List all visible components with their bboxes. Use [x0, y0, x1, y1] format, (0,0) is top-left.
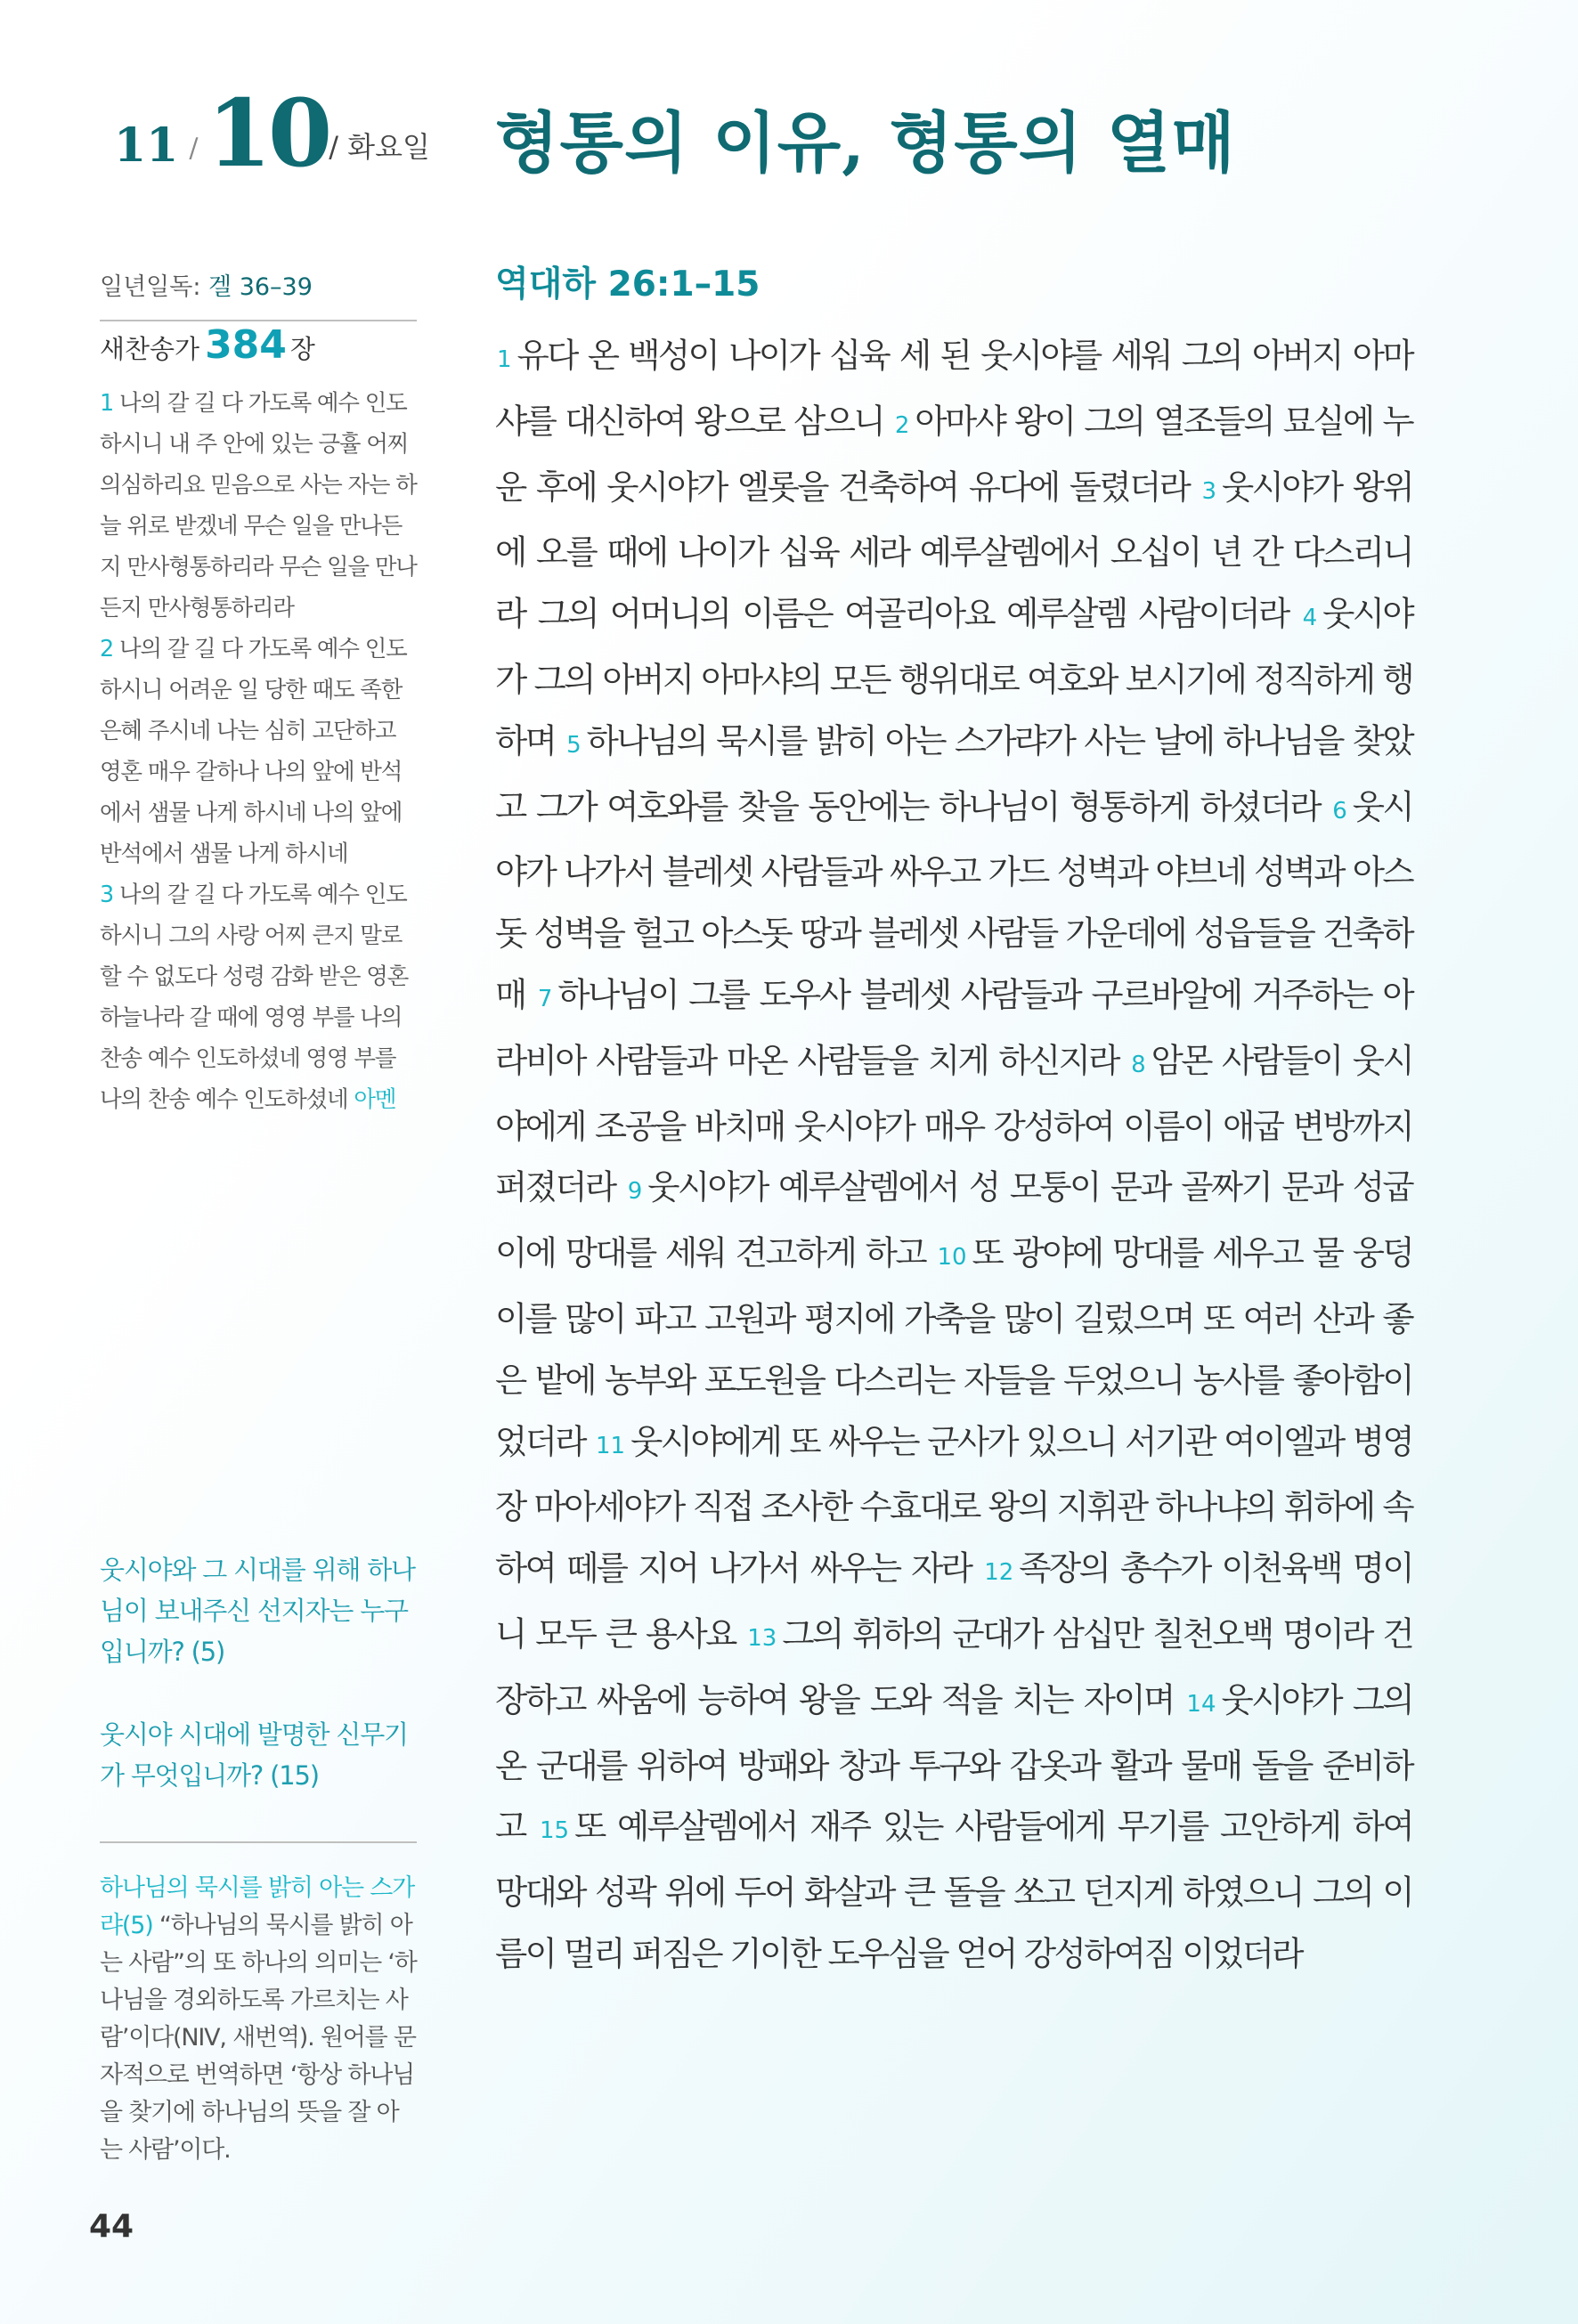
verse-text: 그의 휘하의 군대가 삼십만 칠천오백 명이라 건장하고 싸움에 능하여 왕을 도와 적을 치는 자이며	[495, 1613, 1413, 1719]
verse-text: 웃시야가 그의 아버지 아마샤의 모든 행위대로 여호와 보시기에 정직하게 행하며	[495, 594, 1413, 760]
date-day: 10	[207, 78, 329, 188]
verse-text: 하나님의 묵시를 밝히 아는 스가랴가 사는 날에 하나님을 찾았고 그가 여호와를 찾을 동안에는 하나님이 형통하게 하셨더라	[495, 720, 1412, 826]
hymn-verse-number: 2	[100, 636, 114, 662]
verse-number: 14	[1186, 1690, 1216, 1718]
hymn-verse-number: 3	[100, 882, 114, 908]
page-number: 44	[89, 2208, 134, 2245]
verse-number: 5	[566, 731, 582, 759]
hymn-amen: 아멘	[354, 1086, 396, 1113]
scripture-passage	[495, 325, 1412, 1985]
verse-text: 유다 온 백성이 나이가 십육 세 된 웃시야를 세워 그의 아버지 아마샤를 대신하여 왕으로 삼으니	[495, 336, 1412, 441]
verse-text: 웃시야에게 또 싸우는 군사가 있으니 서기관 여이엘과 병영장 마아세야가 직접 조사한 수효대로 왕의 지휘관 하나냐의 휘하에 속하여 떼를 지어 나가서 싸우는 자라	[495, 1421, 1412, 1589]
verse-number: 6	[1332, 797, 1347, 825]
hymn-verse-text: 나의 갈 길 다 가도록 예수 인도하시니 그의 사랑 어찌 큰지 말로 할 수 없도다 성령 감화 받은 영혼 하늘나라 갈 때에 영영 부를 나의 찬송 예수 인도하셨네 영영 부를 나의 찬송 예수 인도하셨네	[100, 882, 409, 1113]
verse-number: 4	[1302, 605, 1318, 632]
annual-reading-ref: 겔 36–39	[208, 273, 313, 301]
verse-number: 9	[627, 1178, 643, 1206]
hymn-label: 새찬송가	[100, 334, 200, 364]
verse-text: 족장의 총수가 이천육백 명이니 모두 큰 용사요	[495, 1548, 1412, 1654]
hymn-verse-number: 1	[100, 390, 114, 417]
date-weekday: / 화요일	[329, 130, 430, 164]
study-note-text: “하나님의 묵시를 밝히 아는 사람”의 또 하나의 의미는 ‘하나님을 경외하도록 가르치는 사람’이다(NIV, 새번역). 원어를 문자적으로 번역하면 ‘항상 하나님을 찾기에 하나님의 뜻을 잘 아는 사람’이다.	[100, 1912, 417, 2164]
sidebar-divider	[100, 1841, 417, 1843]
verse-number: 10	[937, 1244, 967, 1272]
verse-text: 웃시야가 나가서 블레셋 사람들과 싸우고 가드 성벽과 야브네 성벽과 아스돗 성벽을 헐고 아스돗 땅과 블레셋 사람들 가운데에 성읍들을 건축하매	[495, 786, 1412, 1014]
hymn-lyrics	[100, 383, 420, 1120]
verse-number: 7	[537, 985, 553, 1012]
verse-number: 13	[747, 1624, 777, 1652]
verse-text: 암몬 사람들이 웃시야에게 조공을 바치매 웃시야가 매우 강성하여 이름이 애굽 변방까지 퍼졌더라	[495, 1040, 1412, 1207]
verse-text: 웃시야가 예루살렘에서 성 모퉁이 문과 골짜기 문과 성굽이에 망대를 세워 견고하게 하고	[495, 1167, 1412, 1273]
verse-number: 1	[497, 346, 512, 373]
verse-number: 11	[596, 1432, 626, 1459]
verse-number: 3	[1201, 477, 1217, 505]
verse-number: 12	[984, 1559, 1014, 1587]
date-header	[114, 78, 430, 188]
hymn-verse-text: 나의 갈 길 다 가도록 예수 인도하시니 어려운 일 당한 때도 족한 은혜 주시네 나는 심히 고단하고 영혼 매우 갈하나 나의 앞에 반석에서 샘물 나게 하시네 나의 앞에 반석에서 샘물 나게 하시네	[100, 636, 407, 867]
verse-number: 8	[1131, 1051, 1146, 1078]
hymn-number: 384	[205, 322, 287, 368]
question-1: 웃시야와 그 시대를 위해 하나님이 보내주신 선지자는 누구입니까? (5)	[100, 1555, 415, 1667]
date-separator: /	[189, 133, 199, 164]
hymn-header	[100, 322, 420, 368]
verse-text: 하나님이 그를 도우사 블레셋 사람들과 구르바알에 거주하는 아라비아 사람들과 마온 사람들을 치게 하신지라	[495, 974, 1412, 1080]
page-title: 형통의 이유, 형통의 열매	[495, 105, 1236, 182]
question-2: 웃시야 시대에 발명한 신무기가 무엇입니까? (15)	[100, 1719, 408, 1791]
verse-number: 15	[539, 1817, 570, 1845]
date-month: 11	[114, 118, 179, 173]
verse-text: 웃시야가 왕위에 오를 때에 나이가 십육 세라 예루살렘에서 오십이 년 간 다스리니라 그의 어머니의 이름은 여골리아요 예루살렘 사람이더라	[495, 467, 1412, 634]
verse-text: 또 광야에 망대를 세우고 물 웅덩이를 많이 파고 고원과 평지에 가축을 많이 길렀으며 또 여러 산과 좋은 밭에 농부와 포도원을 다스리는 자들을 두었으니 농사를 좋아함이었더라	[495, 1233, 1412, 1461]
hymn-verse-text: 나의 갈 길 다 가도록 예수 인도하시니 내 주 안에 있는 긍휼 어찌 의심하리요 믿음으로 사는 자는 하늘 위로 받겠네 무슨 일을 만나든지 만사형통하리라 무슨 일을 만나든지 만사형통하리라	[100, 390, 417, 622]
study-note	[100, 1870, 420, 2169]
verse-text: 아마샤 왕이 그의 열조들의 묘실에 누운 후에 웃시야가 엘롯을 건축하여 유다에 돌렸더라	[495, 401, 1412, 507]
annual-reading	[100, 267, 417, 321]
passage-reference: 역대하 26:1–15	[495, 264, 761, 305]
verse-text: 웃시야가 그의 온 군대를 위하여 방패와 창과 투구와 갑옷과 활과 물매 돌을 준비하고	[495, 1679, 1412, 1847]
verse-number: 2	[894, 411, 910, 439]
annual-reading-label: 일년일독:	[100, 273, 201, 301]
study-note-term: 하나님의 묵시를 밝히 아는 스가랴(5)	[100, 1874, 414, 1939]
hymn-unit: 장	[289, 334, 315, 364]
verse-text: 또 예루살렘에서 재주 있는 사람들에게 무기를 고안하게 하여 망대와 성곽 위에 두어 화살과 큰 돌을 쏘고 던지게 하였으니 그의 이름이 멀리 퍼짐은 기이한 도우심을 얻어 강성하여짐 이었더라	[495, 1807, 1412, 1973]
